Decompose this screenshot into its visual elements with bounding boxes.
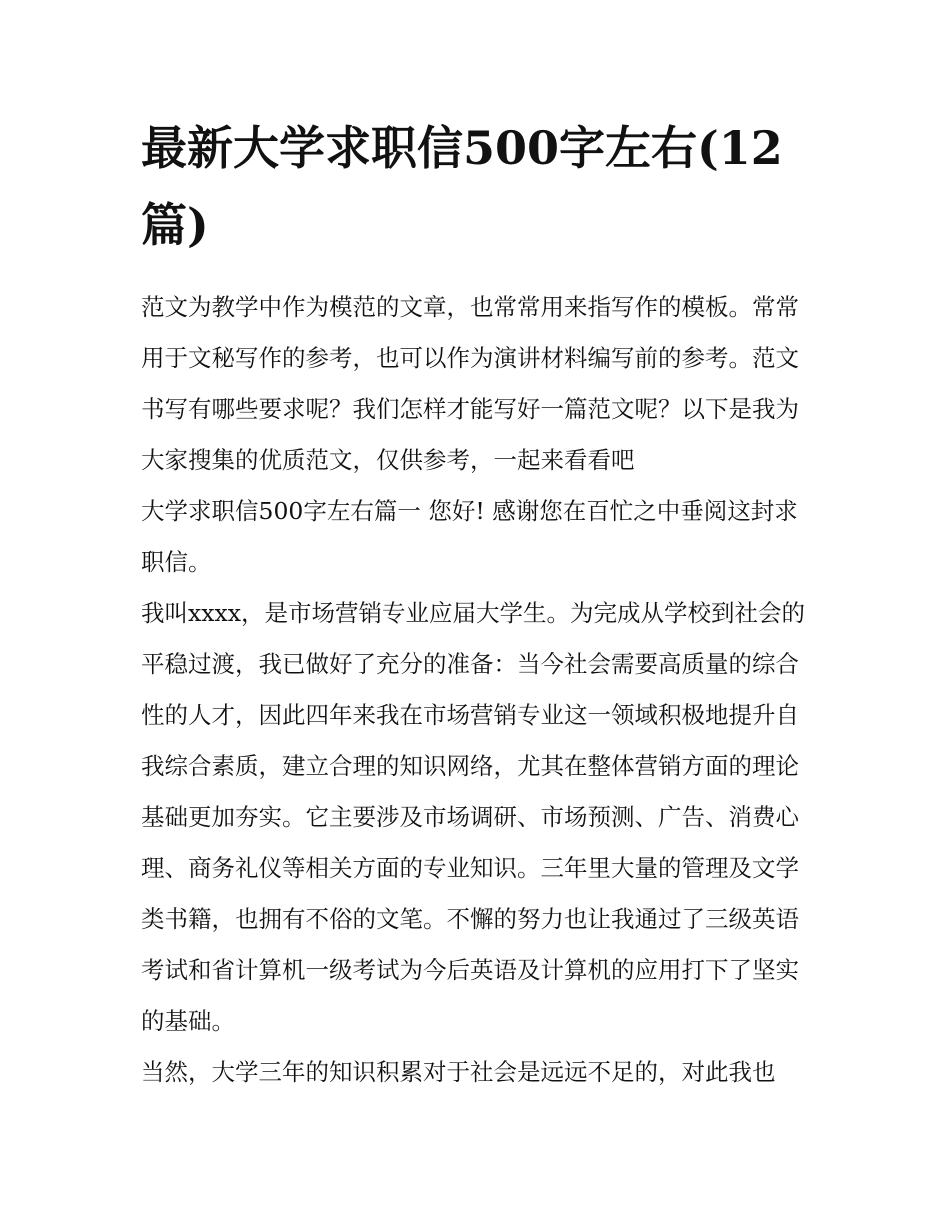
document-title: 最新大学求职信500字左右(12篇) [141, 121, 783, 252]
paragraph-self-introduction: 我叫xxxx，是市场营销专业应届大学生。为完成从学校到社会的平稳过渡，我已做好了充分的准备：当今社会需要高质量的综合性的人才，因此四年来我在市场营销专业这一领域积极地提升自我综合素质，建立合理的知识网络，尤其在整体营销方面的理论基础更加夯实。它主要涉及市场调研、市场预测、广告、消费心理、商务礼仪等相关方面的专业知识。三年里大量的管理及文学类书籍，也拥有不俗的文笔。不懈的努力也让我通过了三级英语考试和省计算机一级考试为今后英语及计算机的应用打下了坚实的基础。 [141, 599, 806, 1035]
document-body [141, 282, 813, 1098]
paragraph-intro: 范文为教学中作为模范的文章，也常常用来指写作的模板。常常用于文秘写作的参考，也可以作为演讲材料编写前的参考。范文书写有哪些要求呢？我们怎样才能写好一篇范文呢？以下是我为大家搜集的优质范文，仅供参考，一起来看看吧 [141, 293, 799, 474]
paragraph-continuation: 当然，大学三年的知识积累对于社会是远远不足的，对此我也 [141, 1058, 776, 1086]
paragraph-greeting: 大学求职信500字左右篇一 您好! 感谢您在百忙之中垂阅这封求职信。 [141, 497, 798, 576]
document-content [141, 110, 813, 1098]
